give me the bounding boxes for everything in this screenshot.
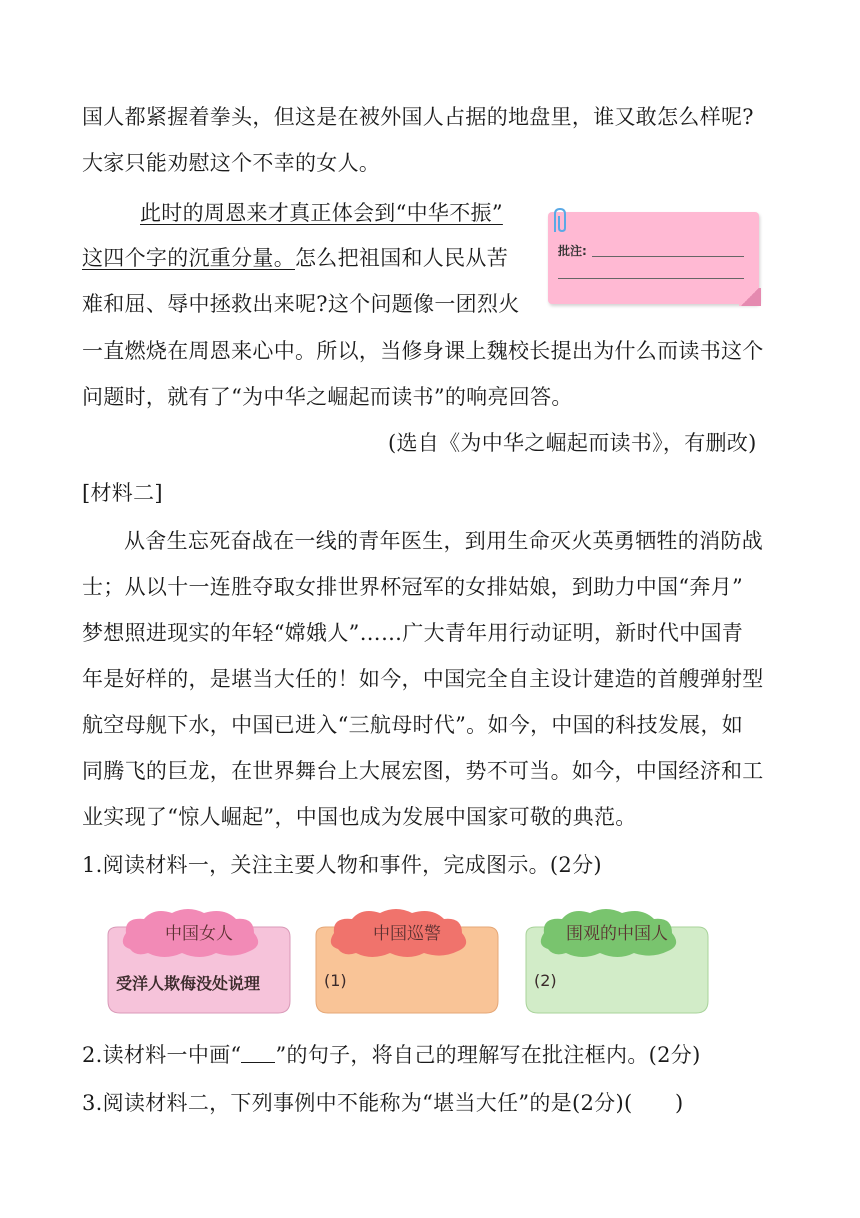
diagram-card-chinese-woman <box>104 905 294 1015</box>
passage-line: 从舍生忘死奋战在一线的青年医生，到用生命灭火英勇牺牲的消防战 <box>124 529 763 553</box>
note-fold <box>739 288 761 306</box>
question-1: 1.阅读材料一，关注主要人物和事件，完成图示。(2分) <box>82 853 602 877</box>
passage-line: 年是好样的，是堪当大任的！如今，中国完全自主设计建造的首艘弹射型 <box>82 667 764 691</box>
annotation-line <box>592 256 744 257</box>
paperclip-icon <box>548 206 572 236</box>
passage-line: 难和屈、辱中拯救出来呢?这个问题像一团烈火 <box>82 292 520 316</box>
card-answer-blank: (2) <box>534 971 557 990</box>
annotation-line <box>558 278 744 279</box>
question-2 <box>82 1040 701 1070</box>
passage-line: 一直燃烧在周恩来心中。所以，当修身课上魏校长提出为什么而读书这个 <box>82 339 764 363</box>
source-citation: (选自《为中华之崛起而读书》，有删改) <box>388 431 757 455</box>
underlined-sentence-part2: 这四个字的沉重分量。 <box>82 246 295 270</box>
card-title: 围观的中国人 <box>566 924 668 944</box>
question-3: 3.阅读材料二，下列事例中不能称为“堪当大任”的是(2分)( ) <box>82 1091 684 1115</box>
annotation-box[interactable] <box>548 212 759 304</box>
card-answer-blank: (1) <box>324 971 347 990</box>
passage-line: 同腾飞的巨龙，在世界舞台上大展宏图，势不可当。如今，中国经济和工 <box>82 759 764 783</box>
card-body: 受洋人欺侮没处说理 <box>116 974 261 993</box>
question-2-text: 2.读材料一中画“ <box>82 1043 242 1067</box>
passage-line: 业实现了“惊人崛起”，中国也成为发展中国家可敬的典范。 <box>82 805 637 829</box>
passage-text: 怎么把祖国和人民从苦 <box>295 246 508 270</box>
passage-line <box>82 243 508 273</box>
passage-line: 大家只能劝慰这个不幸的女人。 <box>82 151 381 175</box>
question-2-text: ”的句子，将自己的理解写在批注框内。(2分) <box>275 1043 701 1067</box>
passage-line: 梦想照进现实的年轻“嫦娥人”……广大青年用行动证明，新时代中国青 <box>82 621 744 645</box>
passage-line: 问题时，就有了“为中华之崛起而读书”的响亮回答。 <box>82 385 573 409</box>
underlined-sentence-part1: 此时的周恩来才真正体会到“中华不振” <box>140 201 503 225</box>
diagram-card-police[interactable] <box>312 905 502 1015</box>
card-title: 中国巡警 <box>373 924 441 944</box>
passage-line: 士；从以十一连胜夺取女排世界杯冠军的女排姑娘，到助力中国“奔月” <box>82 575 744 599</box>
card-title: 中国女人 <box>165 924 233 944</box>
passage-line: 航空母舰下水，中国已进入“三航母时代”。如今，中国的科技发展，如 <box>82 713 744 737</box>
annotation-label: 批注: <box>558 244 587 258</box>
passage-line: 国人都紧握着拳头，但这是在被外国人占据的地盘里，谁又敢怎么样呢? <box>82 105 754 129</box>
section-heading: [材料二] <box>82 481 163 505</box>
underline-mark <box>241 1040 275 1063</box>
diagram-card-onlookers[interactable] <box>522 905 712 1015</box>
